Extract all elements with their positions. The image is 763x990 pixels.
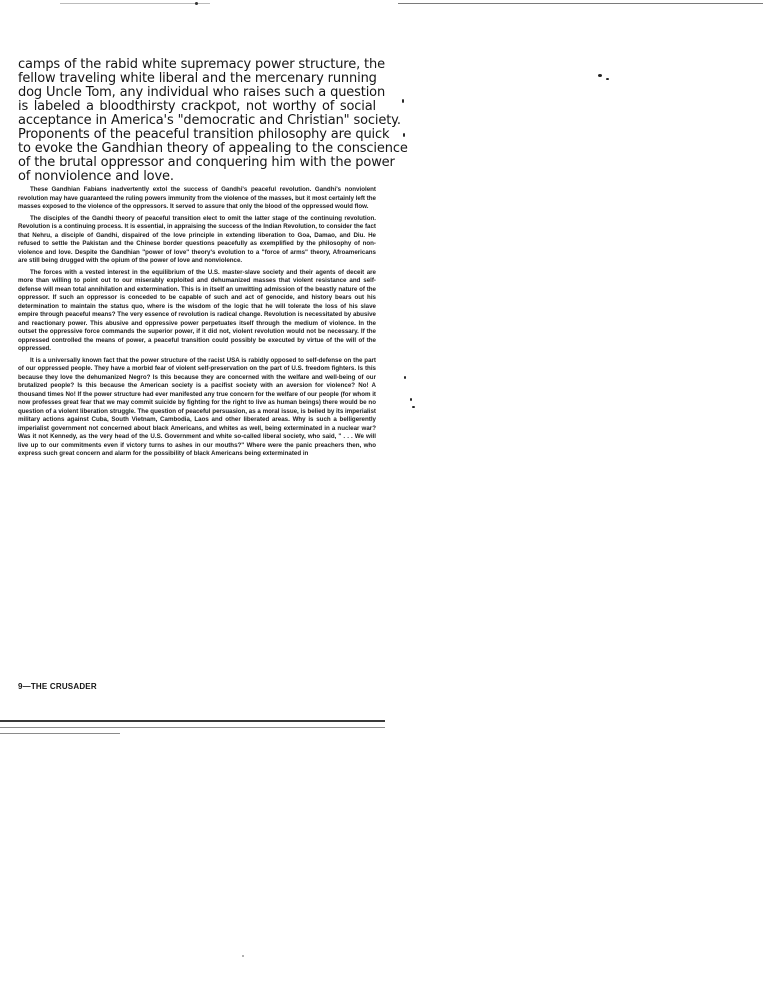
lead-line: of nonviolence and love.	[18, 169, 174, 184]
page-footer-label: 9—THE CRUSADER	[18, 682, 97, 691]
lead-line: fellow traveling white liberal and the mercenary running	[18, 71, 377, 86]
lead-line: is labeled a bloodthirsty crackpot, not worthy of social	[18, 99, 376, 114]
lead-line: to evoke the Gandhian theory of appealing to the conscience	[18, 141, 408, 156]
lead-line: camps of the rabid white supremacy power structure, the	[18, 57, 385, 72]
scan-speck	[403, 133, 405, 137]
lead-paragraph	[18, 57, 408, 184]
scan-speck	[410, 398, 412, 401]
scan-speck	[412, 406, 415, 408]
article-body	[18, 186, 376, 462]
scan-speck	[242, 955, 244, 957]
scan-edge-artifact	[0, 0, 763, 8]
body-paragraph: The forces with a vested interest in the equilibrium of the U.S. master-slave society and their agents of deceit are more than willing to point out to our miserably exploited and dehumanized masses that violent resistance and self-defense will mean total annihilation and extermination. This is in itself an unwitting admission of the beastly nature of the oppressor. If such an oppressor is conceded to be capable of such and act of genocide, and history bears out his determination to maintain the status quo, where is the wisdom of the logic that he will tolerate the loss of his slave empire through peaceful means? The very essence of revolution is radical change. Revolution is necessitated by abusive and reactionary power. This abusive and oppressive power perpetuates itself through the medium of violence. In the outset the oppressive force commands the superior power, if it did not, violent revolution would not be necessary. If the oppressed controlled the means of power, a peaceful transition could possibly be executed by virtue of the will of the oppressed.	[18, 268, 376, 352]
body-paragraph: It is a universally known fact that the power structure of the racist USA is rabidly opposed to self-defense on the part of our oppressed people. They have a morbid fear of violent self-preservation on the part of U.S. freedom fighters. Is this because they love the dehumanized Negro? Is this because they are concerned with the welfare and well-being of our brutalized people? Is this because the American society is a pacifist society with an aversion for violence? No! A thousand times No! If the power structure had ever manifested any true concern for the welfare of our people (for whom it now professes great fear that we may commit suicide by fighting for the right to live as human beings) there would be no question of a violent liberation struggle. The question of peaceful persuasion, as a moral issue, is belied by its imperialist military actions against Cuba, South Vietnam, Cambodia, Laos and other liberated areas. Why is such a belligerently imperialist government not concerned about black Americans, and whites as well, being exterminated in a nuclear war? Was it not Kennedy, as the very head of the U.S. Government and white so-called liberal society, who said, " . . . We will live up to our commitments even if victory turns to ashes in our mouths?" Where were the panic preachers then, who express such great concern and alarm for the possibility of black Americans being exterminated in	[18, 356, 376, 457]
body-paragraph: The disciples of the Gandhi theory of peaceful transition elect to omit the latter stage of the continuing revolution. Revolution is a continuing process. It is essential, in appraising the success of the Indian Revolution, to consider the fact that Nehru, a disciple of Gandhi, dispaired of the love principle in extending liberation to Goa, Damao, and Diu. He refused to settle the Pakistan and the Chinese border questions peacefully as exemplified by the philosophy of non-violence and love. Despite the Gandhian "power of love" theory's evolution to a "force of arms" theory, Afroamericans are still being drugged with the opium of the power of love and nonviolence.	[18, 214, 376, 264]
bottom-rule	[0, 720, 385, 722]
scan-speck	[402, 99, 404, 103]
bottom-rule	[0, 727, 385, 728]
lead-line: Proponents of the peaceful transition philosophy are quick	[18, 127, 390, 142]
scan-speck	[598, 74, 602, 77]
scan-speck	[606, 78, 609, 80]
lead-line: of the brutal oppressor and conquering him with the power	[18, 155, 395, 170]
bottom-rule	[0, 733, 120, 734]
scan-speck	[404, 376, 406, 379]
lead-line: dog Uncle Tom, any individual who raises such a question	[18, 85, 386, 100]
body-paragraph: These Gandhian Fabians inadvertently extol the success of Gandhi's peaceful revolution. Gandhi's nonviolent revolution may have guaranteed the ruling powers immunity from the violence of the masses, but it most certainly left the masses exposed to the violence of the oppressors. It served to assure that only the blood of the oppressed would flow.	[18, 186, 376, 210]
lead-line: acceptance in America's "democratic and Christian" society.	[18, 113, 401, 128]
